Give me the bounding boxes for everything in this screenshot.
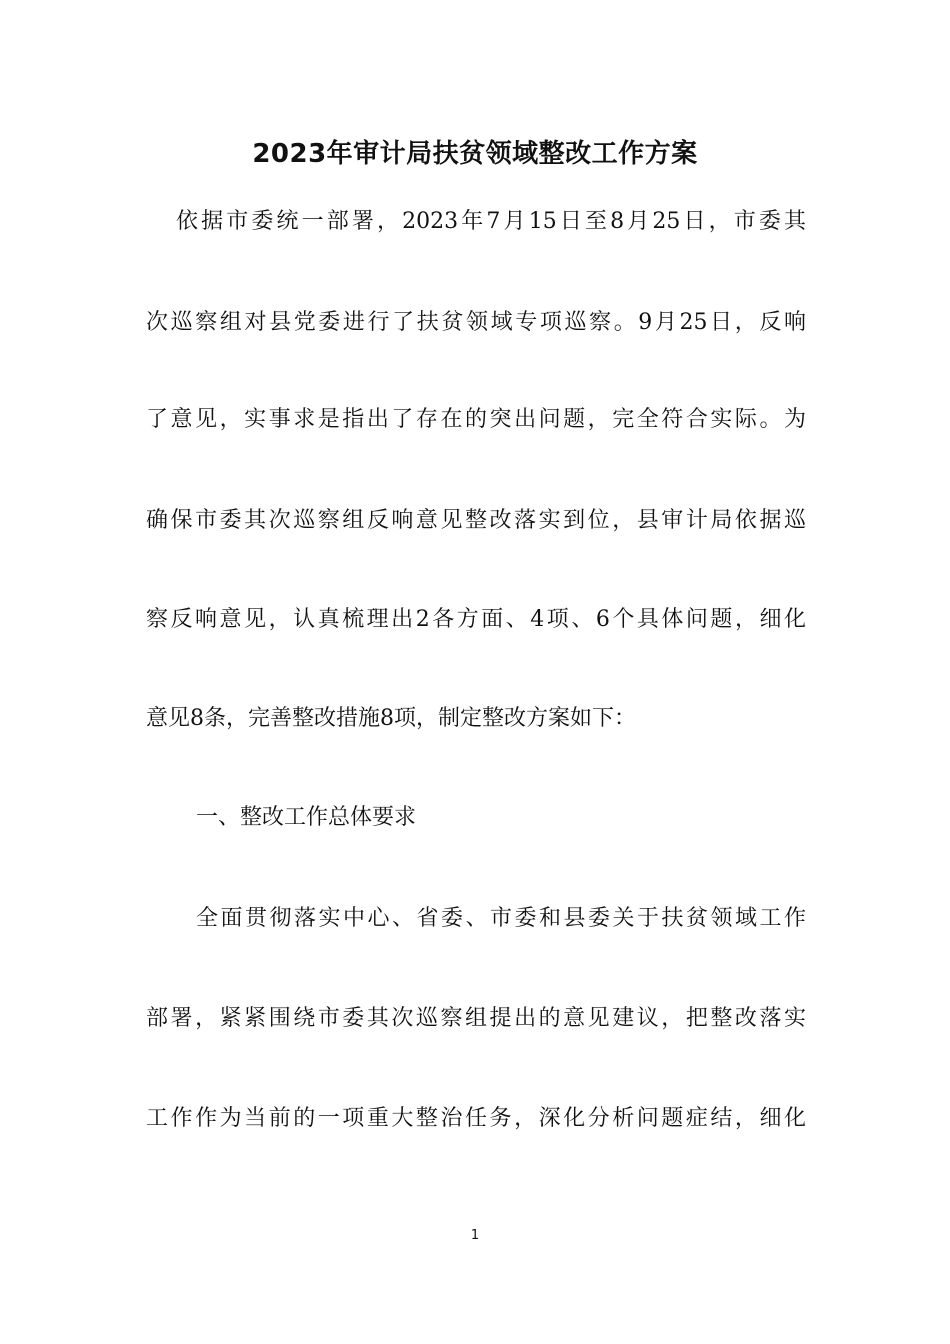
paragraph-line: 次巡察组对县党委进行了扶贫领域专项巡察。9月25日，反响 xyxy=(146,310,806,335)
paragraph-line: 察反响意见，认真梳理出2各方面、4项、6个具体问题，细化 xyxy=(146,607,806,632)
document-title: 2023年审计局扶贫领域整改工作方案 xyxy=(252,139,698,169)
section-heading: 一、整改工作总体要求 xyxy=(196,805,417,830)
paragraph-line: 确保市委其次巡察组反响意见整改落实到位，县审计局依据巡 xyxy=(146,508,806,533)
paragraph-line: 意见8条，完善整改措施8项，制定整改方案如下： xyxy=(146,706,636,731)
paragraph-line: 全面贯彻落实中心、省委、市委和县委关于扶贫领域工作 xyxy=(196,906,806,931)
paragraph-line: 了意见，实事求是指出了存在的突出问题，完全符合实际。为 xyxy=(146,407,806,432)
page-number: 1 xyxy=(470,1228,480,1243)
paragraph-line: 部署，紧紧围绕市委其次巡察组提出的意见建议，把整改落实 xyxy=(146,1006,806,1031)
paragraph-line: 依据市委统一部署，2023年7月15日至8月25日，市委其 xyxy=(176,209,806,234)
paragraph-line: 工作作为当前的一项重大整治任务，深化分析问题症结，细化 xyxy=(146,1106,806,1131)
